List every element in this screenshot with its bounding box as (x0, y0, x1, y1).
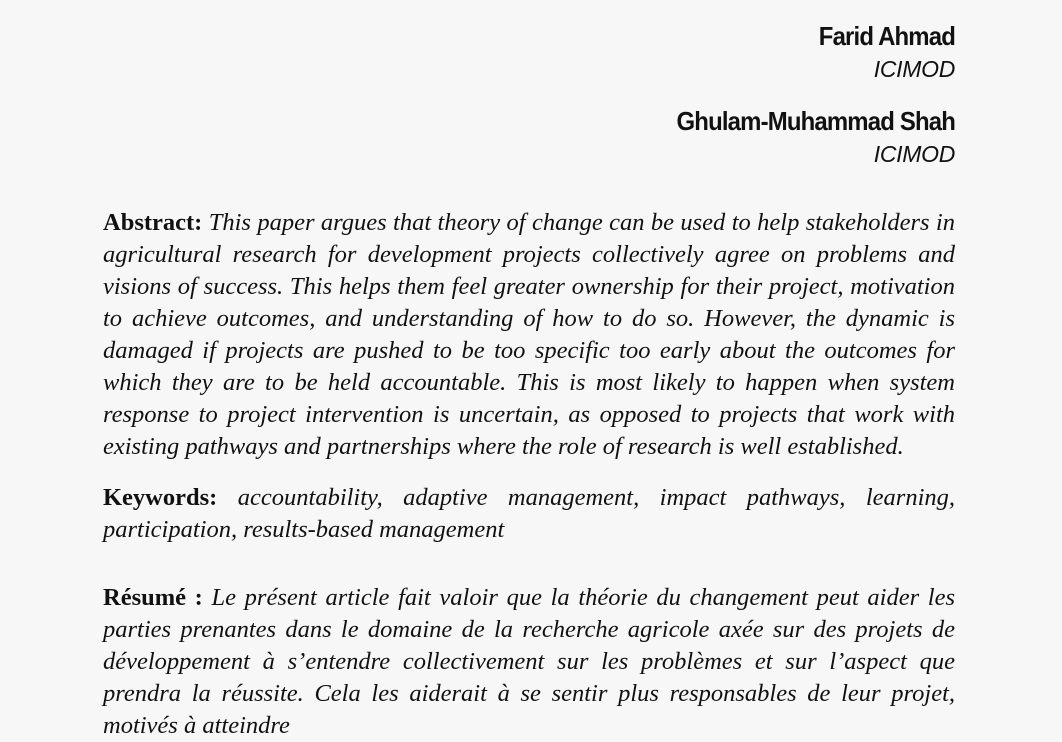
abstract-paragraph (103, 207, 955, 463)
author-affiliation: ICIMOD (873, 56, 955, 82)
author-name: Ghulam-Muhammad Shah (676, 106, 955, 136)
author-block (103, 18, 955, 169)
abstract-text: This paper argues that theory of change can be used to help stakeholders in agricultural research for development projects collectively agree on problems and visions of success. This helps them feel greater ownership for their project, motivation to achieve outcomes, and understanding of how to do so. However, the dynamic is damaged if projects are pushed to be too specific too early about the outcomes for which they are to be held accountable. This is most likely to happen when system response to project intervention is uncertain, as opposed to projects that work with existing pathways and partnerships where the role of research is well established. (103, 209, 955, 460)
resume-label: Résumé : (103, 584, 203, 611)
resume-text: Le présent article fait valoir que la théorie du changement peut aider les parties prenantes dans le domaine de la recherche agricole axée sur des projets de développement à s’entendre collectivement sur les problèmes et sur l’aspect que prendra la réussite. Cela les aiderait à se sentir plus responsables de leur projet, motivés à atteindre (103, 584, 956, 739)
author-affiliation: ICIMOD (873, 141, 955, 167)
author-name: Farid Ahmad (818, 21, 955, 51)
resume-paragraph (103, 582, 955, 742)
keywords-label: Keywords: (103, 484, 218, 511)
abstract-label: Abstract: (103, 209, 203, 236)
keywords-paragraph (103, 482, 955, 546)
paper-page (103, 18, 955, 742)
keywords-text: accountability, adaptive management, impact pathways, learning, participation, results-based management (103, 484, 956, 543)
